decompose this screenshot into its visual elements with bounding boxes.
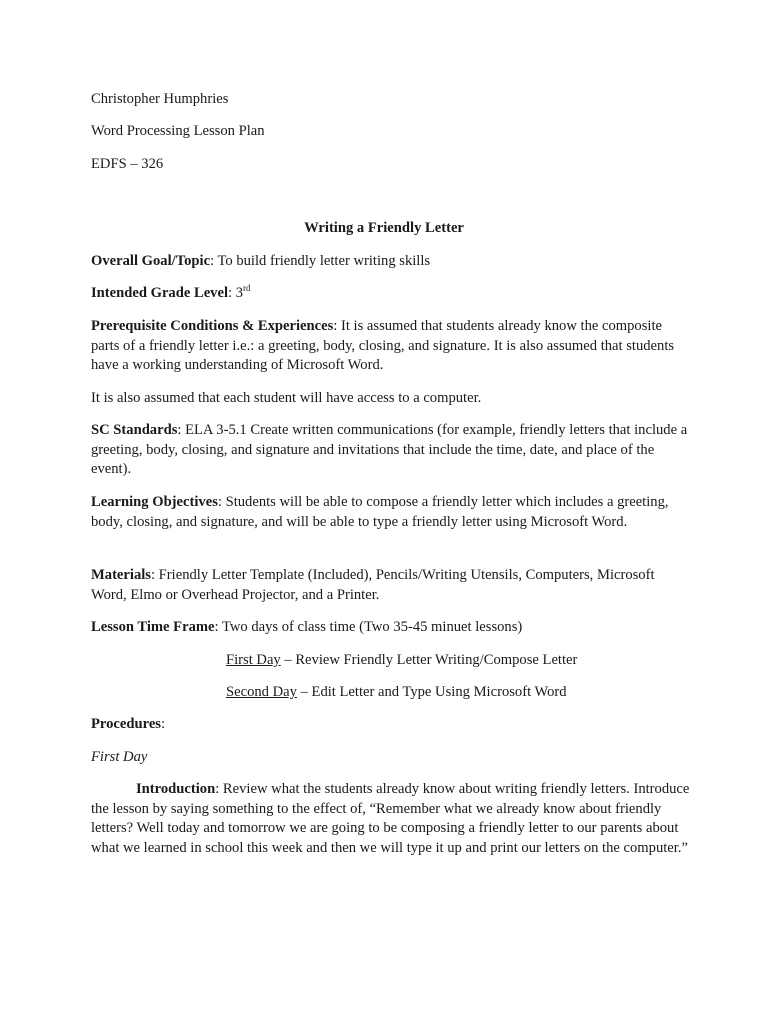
prereq-section: [91, 317, 691, 376]
grade-suffix: rd: [243, 283, 251, 293]
goal-section: [91, 252, 430, 272]
procedures-heading: [91, 715, 165, 735]
timeframe-text: : Two days of class time (Two 35-45 minuet lessons): [214, 619, 523, 635]
timeframe-label: Lesson Time Frame: [91, 619, 215, 635]
day2-text: – Edit Letter and Type Using Microsoft Word: [296, 684, 567, 700]
author-name: Christopher Humphries: [91, 91, 229, 107]
goal-label: Overall Goal/Topic: [91, 253, 211, 269]
lesson-title: Writing a Friendly Letter: [304, 220, 464, 236]
timeframe-day2: [226, 683, 567, 703]
materials-label: Materials: [91, 567, 151, 583]
grade-section: [91, 284, 251, 304]
prereq-label: Prerequisite Conditions & Experiences: [91, 318, 334, 334]
objectives-label: Learning Objectives: [91, 494, 218, 510]
day1-text: – Review Friendly Letter Writing/Compose Letter: [280, 652, 578, 668]
standards-label: SC Standards: [91, 422, 178, 438]
materials-text: : Friendly Letter Template (Included), Pencils/Writing Utensils, Computers, Microsoft Word, Elmo or Overhead Projector, and a Printer.: [91, 567, 655, 603]
grade-text: : 3: [228, 285, 244, 301]
prereq-text: : It is assumed that students already know the composite parts of a friendly letter i.e.: a greeting, body, closing, and signature. It is also assumed that students have a working understanding of Microsoft Word.: [91, 318, 675, 373]
standards-text: : ELA 3-5.1 Create written communications (for example, friendly letters that include a greeting, body, closing, and signature and invitations that include the time, date, and place of the event).: [91, 422, 688, 477]
course-code: EDFS – 326: [91, 156, 164, 172]
document-title: Word Processing Lesson Plan: [91, 123, 265, 139]
procedures-first-day: First Day: [91, 749, 148, 765]
goal-text: : To build friendly letter writing skills: [210, 253, 431, 269]
timeframe-section: [91, 618, 522, 638]
introduction-text: : Review what the students already know about writing friendly letters. Introduce the lesson by saying something to the effect of, “Remember what we already know about friendly letters? Well today and tomorrow we are going to be composing a friendly letter to our parents about what we learned in school this week and then we will type it up and print our letters on the computer.”: [91, 781, 690, 856]
timeframe-day1: [226, 651, 577, 671]
day2-label: Second Day: [226, 684, 297, 700]
standards-section: [91, 421, 691, 480]
day1-label: First Day: [226, 652, 281, 668]
grade-label: Intended Grade Level: [91, 285, 229, 301]
access-note: It is also assumed that each student will have access to a computer.: [91, 390, 482, 406]
objectives-text: : Students will be able to compose a friendly letter which includes a greeting, body, closing, and signature, and will be able to type a friendly letter using Microsoft Word.: [91, 494, 669, 530]
procedures-colon: :: [160, 716, 166, 732]
procedures-label: Procedures: [91, 716, 161, 732]
introduction-label: Introduction: [136, 781, 216, 797]
introduction-section: [91, 780, 691, 858]
objectives-section: [91, 493, 691, 532]
materials-section: [91, 566, 691, 605]
